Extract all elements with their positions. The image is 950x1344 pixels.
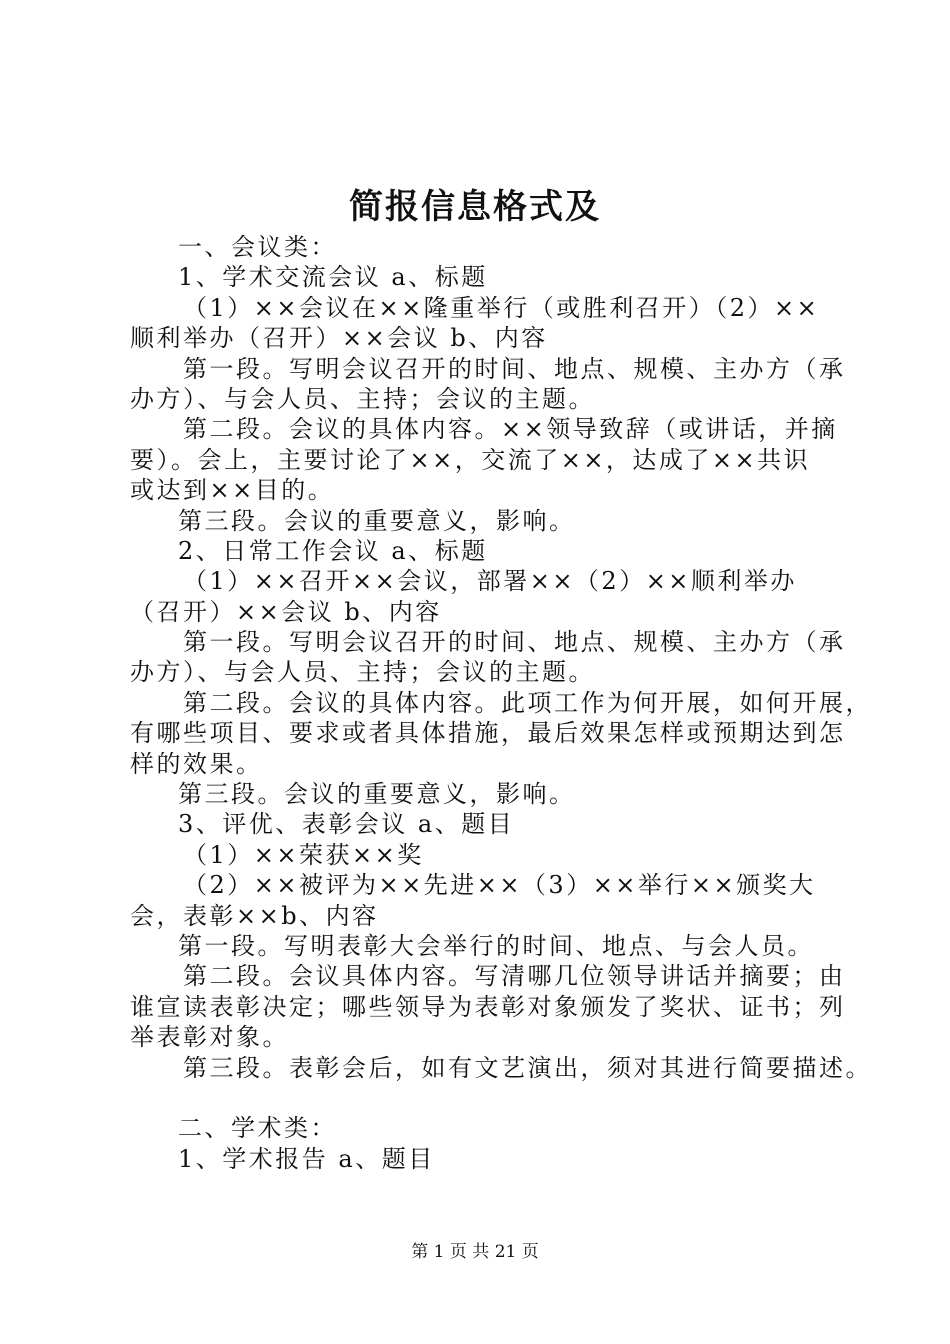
subsection-heading: 1、学术报告 a、题目 — [178, 1144, 435, 1173]
paragraph-line: 第一段。写明会议召开的时间、地点、规模、主办方（承 — [183, 628, 846, 657]
paragraph-line: 第一段。写明表彰大会举行的时间、地点、与会人员。 — [178, 931, 814, 960]
document-title: 简报信息格式及 — [349, 187, 601, 227]
paragraph-line: （1）××召开××会议，部署××（2）××顺利举办 — [183, 567, 797, 596]
paragraph-line: 有哪些项目、要求或者具体措施，最后效果怎样或预期达到怎 — [130, 719, 846, 748]
paragraph-line: 第二段。会议的具体内容。××领导致辞（或讲话，并摘 — [183, 415, 838, 444]
paragraph-line: 第二段。会议的具体内容。此项工作为何开展，如何开展， — [183, 688, 872, 717]
paragraph-line: 或达到××目的。 — [130, 476, 335, 505]
paragraph-line: 顺利举办（召开）××会议 b、内容 — [130, 324, 548, 353]
subsection-heading: 1、学术交流会议 a、标题 — [178, 263, 488, 292]
paragraph-line: 第二段。会议具体内容。写清哪几位领导讲话并摘要；由 — [183, 962, 846, 991]
paragraph-line: 办方）、与会人员、主持；会议的主题。 — [130, 384, 595, 413]
paragraph-line: （1）××会议在××隆重举行（或胜利召开）（2）×× — [183, 293, 820, 322]
subsection-heading: 3、评优、表彰会议 a、题目 — [178, 810, 515, 839]
blank-line — [130, 1083, 835, 1113]
subsection-heading: 2、日常工作会议 a、标题 — [178, 536, 488, 565]
document-body — [130, 232, 872, 1174]
paragraph-line: 要）。会上，主要讨论了××，交流了××，达成了××共识 — [130, 445, 811, 474]
section-heading: 二、学术类： — [178, 1114, 337, 1143]
page-footer: 第 1 页 共 21 页 — [411, 1242, 539, 1262]
paragraph-line: 第三段。表彰会后，如有文艺演出，须对其进行简要描述。 — [183, 1053, 872, 1082]
paragraph-line: 谁宣读表彰决定；哪些领导为表彰对象颁发了奖状、证书；列 — [130, 992, 846, 1021]
paragraph-line: 第一段。写明会议召开的时间、地点、规模、主办方（承 — [183, 354, 846, 383]
paragraph-line: 第三段。会议的重要意义，影响。 — [178, 506, 576, 535]
paragraph-line: （召开）××会议 b、内容 — [130, 597, 442, 626]
section-heading: 一、会议类： — [178, 233, 337, 261]
paragraph-line: 举表彰对象。 — [130, 1023, 289, 1052]
paragraph-line: （1）××荣获××奖 — [183, 840, 424, 869]
paragraph-line: （2）××被评为××先进××（3）××举行××颁奖大 — [183, 871, 816, 900]
paragraph-line: 样的效果。 — [130, 749, 263, 778]
paragraph-line: 办方）、与会人员、主持；会议的主题。 — [130, 658, 595, 687]
paragraph-line: 第三段。会议的重要意义，影响。 — [178, 780, 576, 809]
paragraph-line: 会，表彰××b、内容 — [130, 901, 379, 930]
